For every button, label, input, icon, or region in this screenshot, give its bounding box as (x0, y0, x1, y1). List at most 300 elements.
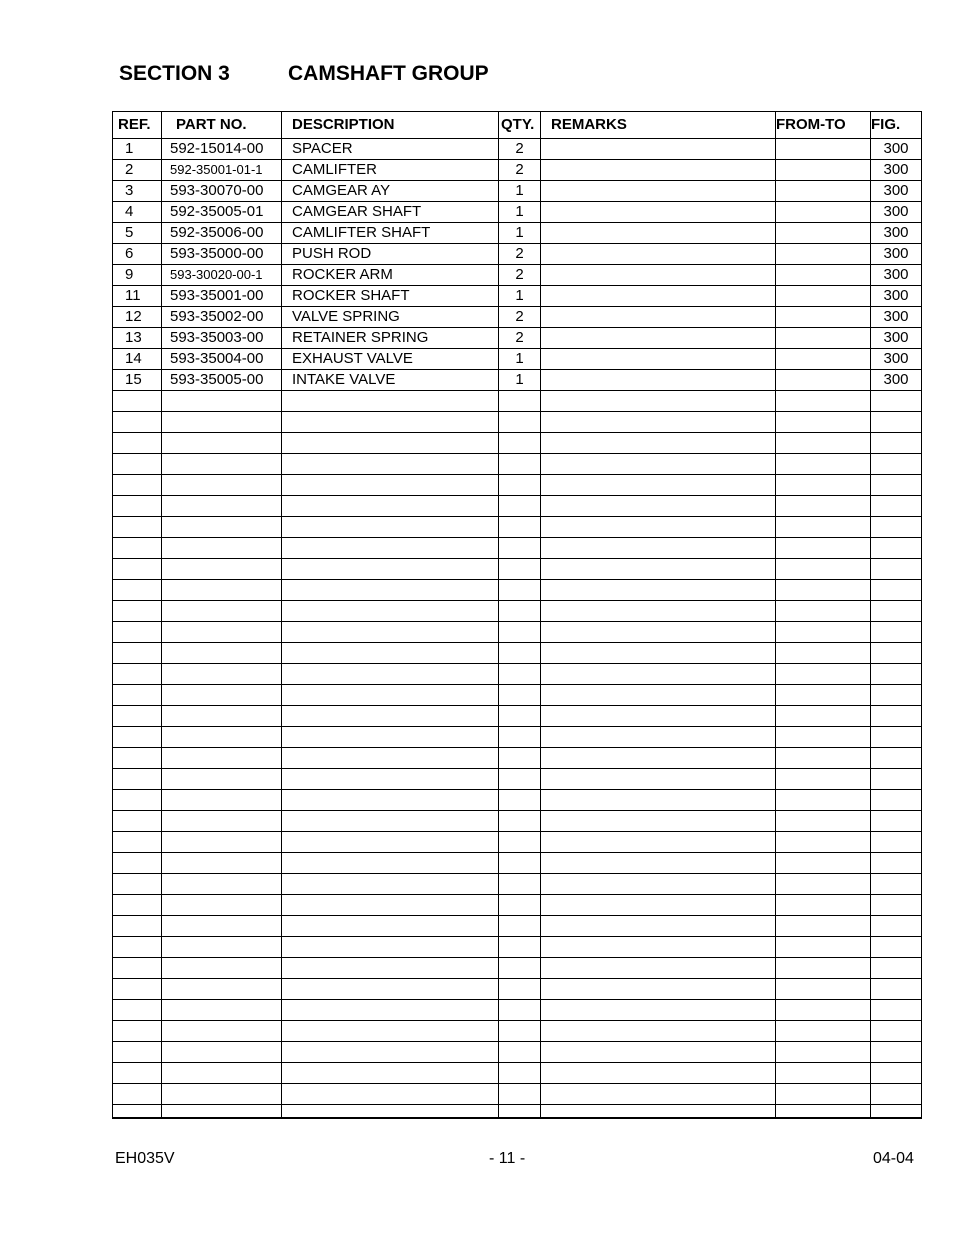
cell-from-to (776, 790, 871, 811)
empty-table-row (113, 664, 922, 685)
cell-part-no (162, 790, 282, 811)
cell-ref (113, 811, 162, 832)
empty-table-row (113, 391, 922, 412)
cell-part-no: 592-15014-00 (162, 139, 282, 160)
cell-ref (113, 580, 162, 601)
cell-fig (871, 916, 922, 937)
cell-description (282, 538, 499, 559)
cell-ref (113, 706, 162, 727)
cell-part-no (162, 748, 282, 769)
cell-from-to (776, 244, 871, 265)
cell-remarks (541, 580, 776, 601)
cell-ref: 12 (113, 307, 162, 328)
cell-description (282, 832, 499, 853)
cell-remarks (541, 853, 776, 874)
cell-from-to (776, 601, 871, 622)
empty-table-row (113, 412, 922, 433)
cell-part-no (162, 832, 282, 853)
cell-from-to (776, 328, 871, 349)
cell-description (282, 937, 499, 958)
table-row (113, 307, 922, 328)
cell-remarks (541, 685, 776, 706)
cell-from-to (776, 1042, 871, 1063)
cell-from-to (776, 454, 871, 475)
cell-qty (499, 475, 541, 496)
cell-part-no (162, 454, 282, 475)
cell-fig (871, 790, 922, 811)
empty-table-row (113, 1042, 922, 1063)
cell-qty (499, 391, 541, 412)
cell-fig (871, 538, 922, 559)
cell-ref (113, 496, 162, 517)
cell-qty: 1 (499, 370, 541, 391)
cell-description: CAMGEAR AY (282, 181, 499, 202)
cell-part-no (162, 1063, 282, 1084)
cell-description (282, 1021, 499, 1042)
cell-qty (499, 769, 541, 790)
cell-description: CAMGEAR SHAFT (282, 202, 499, 223)
cell-ref (113, 664, 162, 685)
cell-description (282, 727, 499, 748)
cell-from-to (776, 496, 871, 517)
cell-qty (499, 727, 541, 748)
cell-qty (499, 1000, 541, 1021)
cell-part-no (162, 664, 282, 685)
cell-remarks (541, 832, 776, 853)
cell-description: VALVE SPRING (282, 307, 499, 328)
cell-from-to (776, 517, 871, 538)
empty-table-row (113, 937, 922, 958)
cell-ref: 11 (113, 286, 162, 307)
cell-remarks (541, 958, 776, 979)
table-row (113, 286, 922, 307)
cell-part-no (162, 853, 282, 874)
cell-description (282, 706, 499, 727)
cell-description (282, 580, 499, 601)
cell-description: CAMLIFTER SHAFT (282, 223, 499, 244)
cell-remarks (541, 391, 776, 412)
cell-fig (871, 601, 922, 622)
cell-ref (113, 685, 162, 706)
footer-model: EH035V (115, 1150, 175, 1167)
cell-fig: 300 (871, 349, 922, 370)
empty-table-row (113, 685, 922, 706)
cell-qty (499, 1021, 541, 1042)
cell-fig (871, 643, 922, 664)
cell-ref (113, 517, 162, 538)
empty-table-row (113, 874, 922, 895)
cell-description (282, 916, 499, 937)
empty-table-row (113, 958, 922, 979)
table-row (113, 223, 922, 244)
column-header-description: DESCRIPTION (282, 112, 499, 139)
cell-remarks (541, 748, 776, 769)
cell-qty: 1 (499, 202, 541, 223)
cell-remarks (541, 139, 776, 160)
cell-from-to (776, 895, 871, 916)
cell-qty (499, 433, 541, 454)
cell-qty (499, 559, 541, 580)
cell-qty: 1 (499, 223, 541, 244)
cell-ref: 1 (113, 139, 162, 160)
cell-remarks (541, 622, 776, 643)
cell-ref: 2 (113, 160, 162, 181)
cell-remarks (541, 1000, 776, 1021)
cell-from-to (776, 370, 871, 391)
cell-part-no (162, 685, 282, 706)
cell-ref: 14 (113, 349, 162, 370)
table-row (113, 139, 922, 160)
cell-fig (871, 1000, 922, 1021)
cell-remarks (541, 307, 776, 328)
cell-from-to (776, 1000, 871, 1021)
cell-ref (113, 1000, 162, 1021)
cell-part-no (162, 475, 282, 496)
cell-part-no: 593-35002-00 (162, 307, 282, 328)
cell-description: SPACER (282, 139, 499, 160)
cell-remarks (541, 538, 776, 559)
cell-from-to (776, 265, 871, 286)
cell-fig (871, 580, 922, 601)
cell-description (282, 748, 499, 769)
cell-description (282, 664, 499, 685)
cell-remarks (541, 727, 776, 748)
cell-ref (113, 727, 162, 748)
column-header-part-no: PART NO. (162, 112, 282, 139)
cell-fig: 300 (871, 370, 922, 391)
cell-fig (871, 1063, 922, 1084)
cell-remarks (541, 643, 776, 664)
cell-from-to (776, 748, 871, 769)
cell-fig: 300 (871, 307, 922, 328)
cell-part-no: 593-30020-00-1 (162, 265, 282, 286)
cell-fig (871, 1042, 922, 1063)
cell-part-no (162, 622, 282, 643)
cell-ref (113, 832, 162, 853)
cell-qty (499, 790, 541, 811)
empty-table-row (113, 748, 922, 769)
cell-from-to (776, 874, 871, 895)
cell-description (282, 517, 499, 538)
cell-description (282, 979, 499, 1000)
cell-remarks (541, 559, 776, 580)
cell-fig (871, 475, 922, 496)
cell-part-no (162, 769, 282, 790)
cell-part-no (162, 433, 282, 454)
cell-part-no: 593-35005-00 (162, 370, 282, 391)
cell-part-no (162, 538, 282, 559)
empty-table-row (113, 1000, 922, 1021)
column-header-from-to: FROM-TO (776, 112, 871, 139)
cell-ref (113, 1021, 162, 1042)
cell-from-to (776, 1105, 871, 1119)
cell-description (282, 790, 499, 811)
cell-remarks (541, 916, 776, 937)
cell-fig (871, 706, 922, 727)
cell-fig (871, 979, 922, 1000)
cell-remarks (541, 601, 776, 622)
cell-from-to (776, 643, 871, 664)
cell-description: RETAINER SPRING (282, 328, 499, 349)
cell-remarks (541, 895, 776, 916)
cell-fig (871, 727, 922, 748)
cell-from-to (776, 622, 871, 643)
cell-fig (871, 559, 922, 580)
cell-description (282, 874, 499, 895)
cell-qty (499, 1063, 541, 1084)
cell-from-to (776, 412, 871, 433)
empty-table-row (113, 706, 922, 727)
cell-part-no (162, 496, 282, 517)
cell-remarks (541, 1063, 776, 1084)
cell-qty: 1 (499, 286, 541, 307)
cell-qty (499, 664, 541, 685)
cell-qty (499, 1042, 541, 1063)
cell-part-no (162, 811, 282, 832)
table-row (113, 349, 922, 370)
cell-fig (871, 685, 922, 706)
cell-fig (871, 748, 922, 769)
cell-part-no (162, 979, 282, 1000)
cell-description (282, 496, 499, 517)
empty-table-row (113, 454, 922, 475)
cell-qty: 2 (499, 307, 541, 328)
cell-part-no: 593-30070-00 (162, 181, 282, 202)
footer-date: 04-04 (873, 1150, 914, 1167)
cell-part-no: 593-35000-00 (162, 244, 282, 265)
cell-from-to (776, 811, 871, 832)
cell-ref (113, 475, 162, 496)
cell-part-no (162, 391, 282, 412)
cell-from-to (776, 685, 871, 706)
cell-fig: 300 (871, 160, 922, 181)
cell-qty: 1 (499, 349, 541, 370)
cell-remarks (541, 769, 776, 790)
cell-qty (499, 517, 541, 538)
cell-remarks (541, 706, 776, 727)
empty-table-row (113, 916, 922, 937)
cell-from-to (776, 727, 871, 748)
cell-from-to (776, 1063, 871, 1084)
section-number: SECTION 3 (119, 62, 230, 85)
cell-description (282, 559, 499, 580)
cell-fig (871, 874, 922, 895)
cell-qty (499, 685, 541, 706)
cell-from-to (776, 769, 871, 790)
cell-remarks (541, 1021, 776, 1042)
cell-fig (871, 412, 922, 433)
cell-ref: 5 (113, 223, 162, 244)
empty-table-row (113, 1105, 922, 1119)
cell-qty (499, 601, 541, 622)
empty-table-row (113, 622, 922, 643)
cell-description (282, 1063, 499, 1084)
cell-fig (871, 937, 922, 958)
cell-qty (499, 1105, 541, 1119)
cell-ref: 6 (113, 244, 162, 265)
cell-qty: 2 (499, 139, 541, 160)
cell-ref (113, 979, 162, 1000)
cell-description (282, 1084, 499, 1105)
column-header-ref: REF. (113, 112, 162, 139)
cell-part-no (162, 1000, 282, 1021)
cell-remarks (541, 517, 776, 538)
cell-description (282, 1042, 499, 1063)
cell-description (282, 958, 499, 979)
cell-qty: 2 (499, 244, 541, 265)
cell-from-to (776, 223, 871, 244)
cell-qty (499, 412, 541, 433)
table-row (113, 160, 922, 181)
cell-remarks (541, 412, 776, 433)
cell-from-to (776, 832, 871, 853)
cell-ref: 4 (113, 202, 162, 223)
cell-part-no (162, 517, 282, 538)
cell-ref (113, 1084, 162, 1105)
cell-ref (113, 790, 162, 811)
empty-table-row (113, 475, 922, 496)
cell-remarks (541, 496, 776, 517)
cell-fig (871, 517, 922, 538)
cell-ref (113, 748, 162, 769)
cell-part-no (162, 1042, 282, 1063)
cell-qty (499, 979, 541, 1000)
cell-from-to (776, 307, 871, 328)
cell-description (282, 601, 499, 622)
cell-part-no (162, 916, 282, 937)
empty-table-row (113, 895, 922, 916)
cell-from-to (776, 202, 871, 223)
cell-remarks (541, 202, 776, 223)
cell-from-to (776, 664, 871, 685)
cell-qty: 2 (499, 328, 541, 349)
cell-description (282, 895, 499, 916)
cell-ref: 3 (113, 181, 162, 202)
cell-from-to (776, 979, 871, 1000)
table-row (113, 181, 922, 202)
cell-ref (113, 937, 162, 958)
cell-qty (499, 643, 541, 664)
cell-ref (113, 601, 162, 622)
cell-fig (871, 895, 922, 916)
table-row (113, 265, 922, 286)
cell-ref (113, 433, 162, 454)
cell-ref (113, 853, 162, 874)
cell-part-no (162, 580, 282, 601)
cell-remarks (541, 1105, 776, 1119)
table-row (113, 202, 922, 223)
cell-from-to (776, 181, 871, 202)
cell-from-to (776, 391, 871, 412)
cell-ref: 13 (113, 328, 162, 349)
cell-part-no: 593-35003-00 (162, 328, 282, 349)
cell-from-to (776, 1021, 871, 1042)
cell-ref (113, 1063, 162, 1084)
cell-part-no: 593-35004-00 (162, 349, 282, 370)
cell-part-no (162, 559, 282, 580)
cell-remarks (541, 160, 776, 181)
cell-qty (499, 748, 541, 769)
cell-remarks (541, 244, 776, 265)
cell-from-to (776, 139, 871, 160)
cell-from-to (776, 958, 871, 979)
cell-description: CAMLIFTER (282, 160, 499, 181)
cell-description (282, 685, 499, 706)
cell-ref (113, 1042, 162, 1063)
cell-ref: 9 (113, 265, 162, 286)
cell-qty (499, 958, 541, 979)
cell-description: INTAKE VALVE (282, 370, 499, 391)
table-header-row (113, 112, 922, 139)
empty-table-row (113, 517, 922, 538)
cell-remarks (541, 1084, 776, 1105)
cell-from-to (776, 433, 871, 454)
cell-description: ROCKER ARM (282, 265, 499, 286)
cell-fig: 300 (871, 181, 922, 202)
cell-description (282, 811, 499, 832)
page-title: CAMSHAFT GROUP (288, 62, 489, 85)
cell-part-no (162, 895, 282, 916)
cell-qty: 2 (499, 160, 541, 181)
cell-part-no (162, 1105, 282, 1119)
cell-description (282, 853, 499, 874)
cell-ref (113, 895, 162, 916)
cell-qty (499, 874, 541, 895)
cell-remarks (541, 1042, 776, 1063)
cell-from-to (776, 559, 871, 580)
cell-remarks (541, 454, 776, 475)
cell-ref: 15 (113, 370, 162, 391)
empty-table-row (113, 433, 922, 454)
empty-table-row (113, 1021, 922, 1042)
cell-from-to (776, 916, 871, 937)
cell-fig: 300 (871, 202, 922, 223)
empty-table-row (113, 832, 922, 853)
empty-table-row (113, 790, 922, 811)
table-row (113, 244, 922, 265)
cell-description (282, 769, 499, 790)
cell-remarks (541, 433, 776, 454)
cell-description (282, 412, 499, 433)
cell-remarks (541, 811, 776, 832)
cell-description: PUSH ROD (282, 244, 499, 265)
cell-qty (499, 916, 541, 937)
cell-from-to (776, 538, 871, 559)
empty-table-row (113, 1084, 922, 1105)
empty-table-row (113, 538, 922, 559)
cell-qty (499, 622, 541, 643)
parts-table (112, 111, 922, 1119)
cell-remarks (541, 664, 776, 685)
cell-qty (499, 454, 541, 475)
cell-part-no (162, 412, 282, 433)
cell-remarks (541, 937, 776, 958)
cell-fig: 300 (871, 328, 922, 349)
cell-remarks (541, 874, 776, 895)
cell-from-to (776, 937, 871, 958)
cell-qty (499, 853, 541, 874)
cell-part-no (162, 937, 282, 958)
empty-table-row (113, 979, 922, 1000)
table-row (113, 370, 922, 391)
empty-table-row (113, 1063, 922, 1084)
empty-table-row (113, 643, 922, 664)
cell-ref (113, 643, 162, 664)
cell-fig: 300 (871, 286, 922, 307)
cell-ref (113, 958, 162, 979)
cell-ref (113, 769, 162, 790)
cell-description: EXHAUST VALVE (282, 349, 499, 370)
